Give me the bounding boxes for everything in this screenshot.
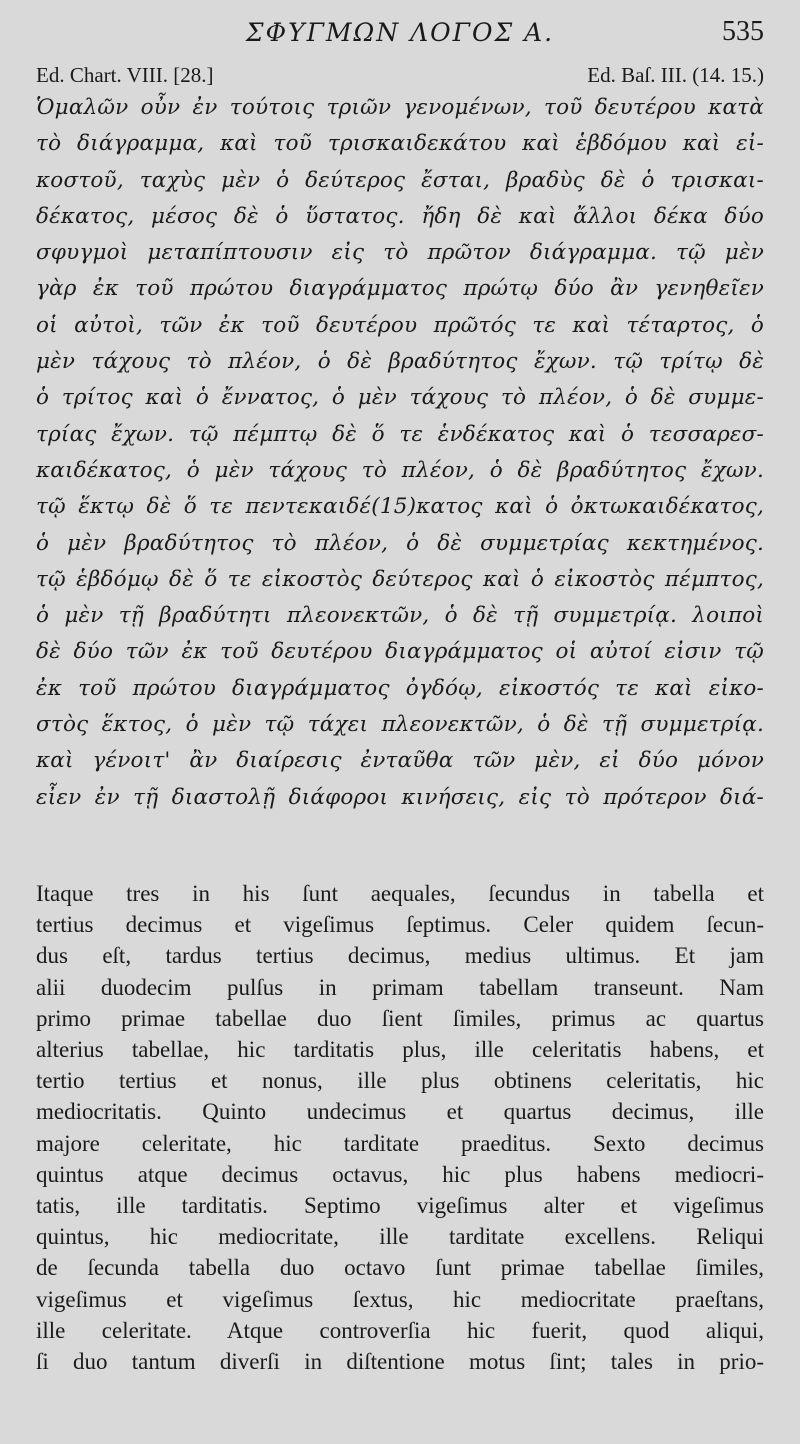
section-gap: [36, 816, 764, 878]
page-number: 535: [722, 16, 764, 47]
greek-text-line: καὶ γένοιτ' ἂν διαίρεσις ἐνταῦθα τῶν μὲν, εἰ δύο μόνον: [36, 748, 764, 774]
latin-text-line: ſi duo tantum diverſi in diſtentione motus ſint; tales in prio-: [36, 1348, 764, 1374]
greek-text-line: σφυγμοὶ μεταπίπτουσιν εἰς τὸ πρῶτον διάγραμμα. τῷ μὲν: [36, 240, 764, 266]
greek-text-line: ἐκ τοῦ πρώτου διαγράμματος ὀγδόῳ, εἰκοστός τε καὶ εἰκο-: [36, 675, 764, 701]
page-header: [36, 14, 764, 56]
latin-text-line: tertius decimus et vigeſimus ſeptimus. Celer quidem ſecun-: [36, 912, 764, 938]
latin-text-line: mediocritatis. Quinto undecimus et quartus decimus, ille: [36, 1099, 764, 1125]
latin-text-line: tertio tertius et nonus, ille plus obtinens celeritatis, hic: [36, 1068, 764, 1094]
greek-text-line: γὰρ ἐκ τοῦ πρώτου διαγράμματος πρώτῳ δύο ἂν γενηθεῖεν: [36, 276, 764, 302]
greek-text-line: ὁ τρίτος καὶ ὁ ἔννατος, ὁ μὲν τάχους τὸ πλέον, ὁ δὲ συμμε-: [36, 385, 764, 411]
latin-text-line: quintus atque decimus octavus, hic plus habens mediocri-: [36, 1161, 764, 1187]
greek-text-line: ὁ μὲν τῇ βραδύτητι πλεονεκτῶν, ὁ δὲ τῇ συμμετρίᾳ. λοιποὶ: [36, 603, 764, 629]
latin-text-line: de ſecunda tabella duo octavo ſunt primae tabellae ſimiles,: [36, 1255, 764, 1281]
greek-text-line: στὸς ἕκτος, ὁ μὲν τῷ τάχει πλεονεκτῶν, ὁ δὲ τῇ συμμετρίᾳ.: [36, 712, 764, 738]
edition-references: [36, 60, 764, 90]
edition-basel-reference: Ed. Baſ. III. (14. 15.): [587, 63, 764, 87]
latin-text-line: alterius tabellae, hic tarditatis plus, ille celeritatis habens, et: [36, 1036, 764, 1062]
edition-chart-reference: Ed. Chart. VIII. [28.]: [36, 63, 214, 87]
latin-text-line: ille celeritate. Atque controverſia hic fuerit, quod aliqui,: [36, 1317, 764, 1343]
latin-text-line: Itaque tres in his ſunt aequales, ſecundus in tabella et: [36, 880, 764, 906]
latin-translation-block: [36, 878, 764, 1377]
greek-text-line: δὲ δύο τῶν ἐκ τοῦ δευτέρου διαγράμματος οἱ αὐτοί εἰσιν τῷ: [36, 639, 764, 665]
latin-text-line: quintus, hic mediocritate, ille tarditate excellens. Reliqui: [36, 1224, 764, 1250]
greek-text-line: οἱ αὐτοὶ, τῶν ἐκ τοῦ δευτέρου πρῶτός τε καὶ τέταρτος, ὁ: [36, 312, 764, 338]
greek-text-block: [36, 90, 764, 816]
greek-text-line: ὁ μὲν βραδύτητος τὸ πλέον, ὁ δὲ συμμετρίας κεκτημένος.: [36, 530, 764, 556]
greek-text-line: Ὁμαλῶν οὖν ἐν τούτοις τριῶν γενομένων, τοῦ δευτέρου κατὰ: [36, 95, 764, 120]
greek-text-line: τῷ ἑβδόμῳ δὲ ὅ τε εἰκοστὸς δεύτερος καὶ ὁ εἰκοστὸς πέμπτος,: [36, 566, 764, 592]
latin-text-line: tatis, ille tarditatis. Septimo vigeſimus alter et vigeſimus: [36, 1192, 764, 1218]
greek-text-line: εἶεν ἐν τῇ διαστολῇ διάφοροι κινήσεις, εἰς τὸ πρότερον διά-: [36, 784, 764, 810]
greek-text-line: μὲν τάχους τὸ πλέον, ὁ δὲ βραδύτητος ἔχων. τῷ τρίτῳ δὲ: [36, 349, 764, 375]
greek-text-line: τῷ ἕκτῳ δὲ ὅ τε πεντεκαιδέ(15)κατος καὶ ὁ ὀκτωκαιδέκατος,: [36, 494, 764, 520]
latin-text-line: dus eſt, tardus tertius decimus, medius ultimus. Et jam: [36, 943, 764, 969]
greek-text-line: τρίας ἔχων. τῷ πέμπτῳ δὲ ὅ τε ἑνδέκατος καὶ ὁ τεσσαρεσ-: [36, 421, 764, 447]
greek-text-line: κοστοῦ, ταχὺς μὲν ὁ δεύτερος ἔσται, βραδὺς δὲ ὁ τρισκαι-: [36, 167, 764, 193]
latin-text-line: vigeſimus et vigeſimus ſextus, hic mediocritate praeſtans,: [36, 1286, 764, 1312]
greek-text-line: δέκατος, μέσος δὲ ὁ ὕστατος. ἤδη δὲ καὶ ἄλλοι δέκα δύο: [36, 203, 764, 229]
greek-text-line: καιδέκατος, ὁ μὲν τάχους τὸ πλέον, ὁ δὲ βραδύτητος ἔχων.: [36, 457, 764, 483]
latin-text-line: majore celeritate, hic tarditate praeditus. Sexto decimus: [36, 1130, 764, 1156]
greek-text-line: τὸ διάγραμμα, καὶ τοῦ τρισκαιδεκάτου καὶ ἑβδόμου καὶ εἰ-: [36, 131, 764, 157]
latin-text-line: alii duodecim pulſus in primam tabellam transeunt. Nam: [36, 974, 764, 1000]
latin-text-line: primo primae tabellae duo ſient ſimiles, primus ac quartus: [36, 1005, 764, 1031]
running-title: ΣΦΥΓΜΩΝ ΛΟΓΟΣ Α.: [245, 18, 555, 47]
